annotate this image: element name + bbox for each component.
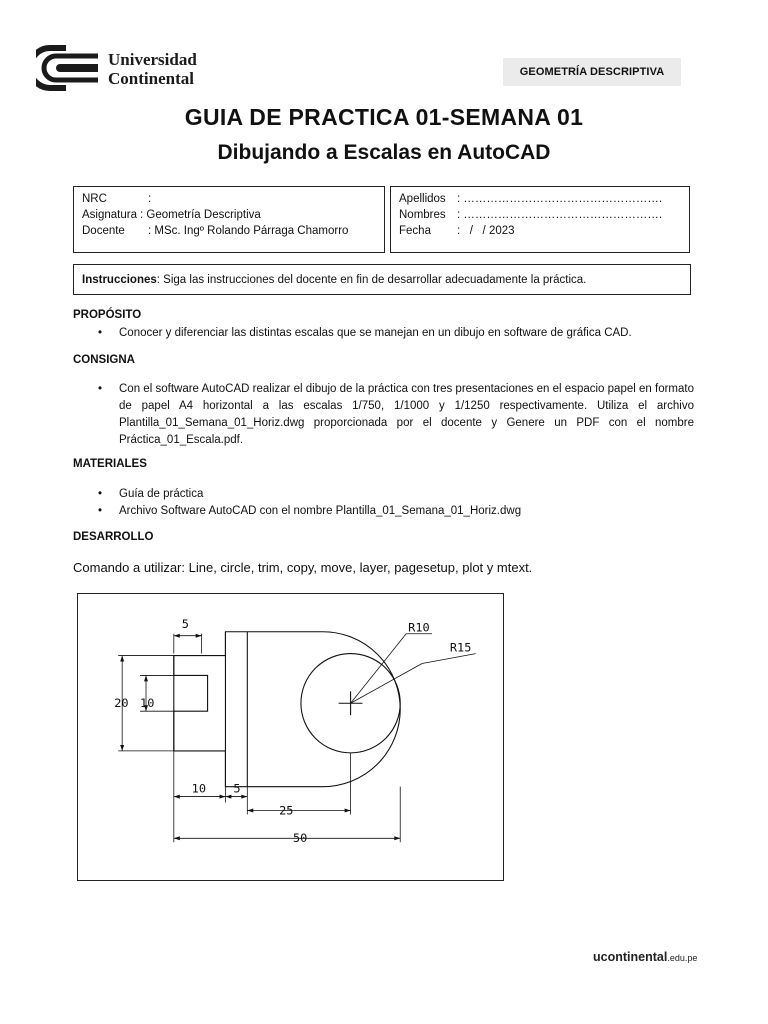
- footer-url-suffix: .edu.pe: [667, 953, 698, 963]
- dimension-label: 5: [233, 781, 241, 796]
- list-item: • Con el software AutoCAD realizar el dibujo de la práctica con tres presentaciones en el espacio papel en formato de papel A4 horizontal a las escalas 1/750, 1/1000 y 1/1250 respectivamente. Utiliza el archivo Plantilla_01_Semana_01_Horiz.dwg proporcionada por el docente y Genere un PDF con el nombre Práctica_01_Escala.pdf.: [98, 381, 696, 449]
- dimension-label: 50: [292, 831, 308, 846]
- footer-website: [593, 950, 697, 964]
- consigna-list: [98, 381, 696, 449]
- page-subtitle: Dibujando a Escalas en AutoCAD: [217, 141, 551, 164]
- bullet-icon: •: [98, 505, 103, 517]
- dimension-label: R15: [449, 640, 472, 655]
- date-label: Fecha: [399, 225, 431, 237]
- instructions-box: [73, 264, 691, 295]
- arrowhead: [174, 836, 180, 840]
- university-name-line1: Universidad: [108, 50, 197, 69]
- technical-drawing: [77, 593, 504, 881]
- list-item: • Conocer y diferenciar las distintas escalas que se manejan en un dibujo en software de gráfica CAD.: [98, 325, 696, 342]
- arrowhead: [120, 656, 124, 662]
- course-info-box: [73, 186, 385, 253]
- list-item: • Guía de práctica: [98, 486, 696, 503]
- university-name-line2: Continental: [108, 69, 194, 88]
- university-logo-icon: [36, 44, 100, 92]
- arrowhead: [174, 795, 180, 799]
- dimension-label: R10: [408, 620, 430, 635]
- arrowhead: [219, 795, 225, 799]
- arrowhead: [345, 809, 351, 813]
- nrc-label: NRC: [82, 193, 107, 205]
- arrowhead: [394, 836, 400, 840]
- arrowhead: [241, 795, 247, 799]
- dimension-label: 10: [191, 781, 207, 796]
- dimension-label: 20: [114, 696, 129, 711]
- arrowhead: [120, 745, 124, 751]
- footer-url-main: ucontinental: [593, 950, 668, 964]
- bullet-icon: •: [98, 383, 103, 395]
- date-value: : / / 2023: [457, 225, 515, 237]
- student-info-box: [390, 186, 690, 253]
- course-badge: GEOMETRÍA DESCRIPTIVA: [503, 58, 681, 86]
- part-outline: [174, 632, 400, 787]
- proposito-list: [98, 325, 696, 342]
- arrowhead: [225, 795, 231, 799]
- dimension-label: 10: [140, 696, 155, 711]
- arrowhead: [196, 634, 202, 638]
- section-title-desarrollo: DESARROLLO: [73, 531, 154, 543]
- section-title-proposito: PROPÓSITO: [73, 309, 142, 321]
- lastname-value: : …………………………………………….: [457, 193, 663, 205]
- bullet-icon: •: [98, 327, 103, 339]
- list-item: • Archivo Software AutoCAD con el nombre Plantilla_01_Semana_01_Horiz.dwg: [98, 503, 696, 520]
- page-title: GUIA DE PRACTICA 01-SEMANA 01: [184, 104, 584, 130]
- instructions-text: : Siga las instrucciones del docente en fin de desarrollar adecuadamente la práctica.: [156, 273, 587, 286]
- teacher-value: : MSc. Ingº Rolando Párraga Chamorro: [148, 225, 349, 237]
- arrowhead: [174, 634, 180, 638]
- names-value: : …………………………………………….: [457, 209, 663, 221]
- command-text: Comando a utilizar: Line, circle, trim, copy, move, layer, pagesetup, plot y mtext.: [73, 560, 533, 575]
- teacher-label: Docente: [82, 225, 125, 237]
- subject-value: : Geometría Descriptiva: [139, 209, 261, 221]
- instructions-label: Instrucciones: [82, 273, 157, 286]
- dimension-label: 5: [181, 616, 189, 631]
- section-title-consigna: CONSIGNA: [73, 354, 135, 366]
- arrowhead: [247, 809, 253, 813]
- bullet-icon: •: [98, 488, 103, 500]
- dimension-label: 25: [279, 803, 294, 818]
- section-title-materiales: MATERIALES: [73, 458, 147, 470]
- arrowhead: [144, 675, 148, 681]
- names-label: Nombres: [399, 209, 446, 221]
- leader-line: [351, 634, 407, 704]
- lastname-label: Apellidos: [399, 193, 446, 205]
- leader-line: [422, 654, 476, 664]
- university-name: [108, 50, 197, 88]
- materiales-list: [98, 486, 696, 520]
- nrc-value: :: [148, 193, 152, 205]
- subject-label: Asignatura: [82, 209, 137, 221]
